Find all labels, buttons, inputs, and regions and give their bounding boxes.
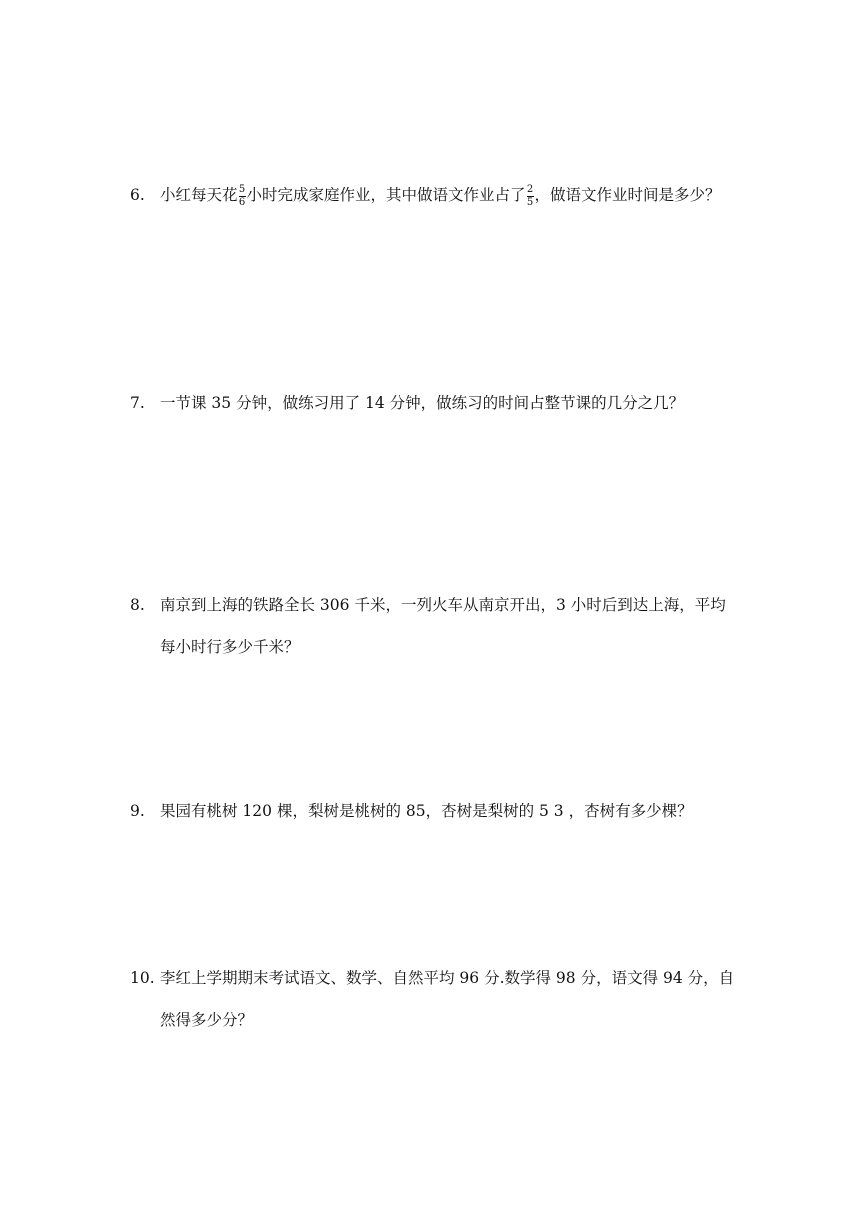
question-8 xyxy=(130,584,740,668)
question-text: 李红上学期期末考试语文、数学、自然平均 96 分.数学得 98 分，语文得 94 分，自然得多少分？ xyxy=(160,969,735,1029)
fraction xyxy=(527,185,534,208)
question-number: 7. xyxy=(130,394,145,412)
question-text: 南京到上海的铁路全长 306 千米，一列火车从南京开出，3 小时后到达上海，平均每小时行多少千米？ xyxy=(160,596,726,656)
question-number: 10. xyxy=(130,969,155,987)
fraction-denominator: 6 xyxy=(238,196,246,208)
fraction-numerator: 2 xyxy=(526,183,534,195)
question-text-part: 小时完成家庭作业，其中做语文作业占了 xyxy=(246,186,526,204)
question-text: 果园有桃树 120 棵，梨树是桃树的 85，杏树是梨树的 5 3 ，杏树有多少棵？ xyxy=(160,802,693,820)
fraction xyxy=(239,185,246,208)
question-text-part: ，做语文作业时间是多少？ xyxy=(534,186,721,204)
question-6 xyxy=(130,174,740,216)
question-number: 6. xyxy=(130,186,145,204)
question-number: 9. xyxy=(130,802,145,820)
question-7 xyxy=(130,382,740,424)
question-number: 8. xyxy=(130,596,145,614)
question-10 xyxy=(130,957,740,1041)
fraction-numerator: 5 xyxy=(238,183,246,195)
question-9 xyxy=(130,790,740,832)
fraction-denominator: 5 xyxy=(526,196,534,208)
question-text xyxy=(160,174,740,216)
question-text-part: 小红每天花 xyxy=(160,186,238,204)
question-text: 一节课 35 分钟，做练习用了 14 分钟，做练习的时间占整节课的几分之几？ xyxy=(160,394,685,412)
